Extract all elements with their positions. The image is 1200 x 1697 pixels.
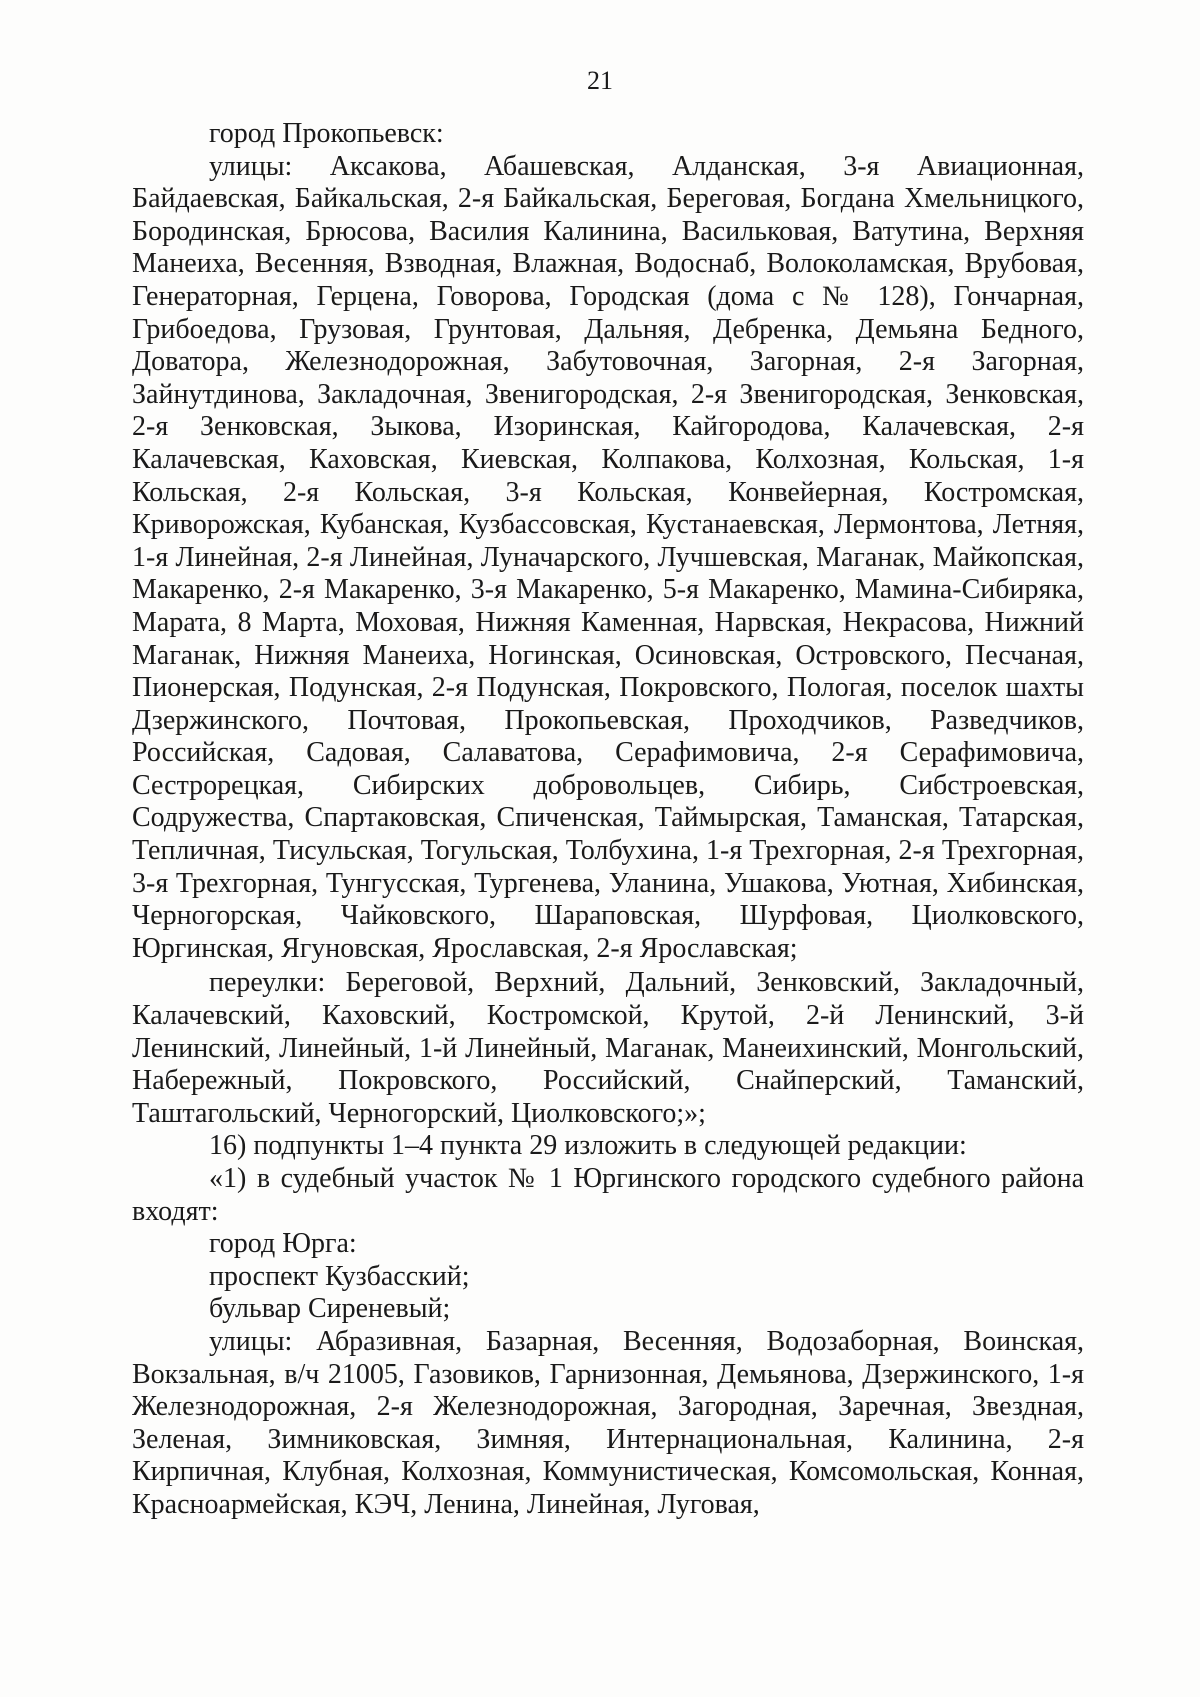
amendment-subitem-1: «1) в судебный участок № 1 Юргинского городского судебного района входят:: [132, 1163, 1084, 1227]
yurga-city-heading: город Юрга:: [209, 1228, 357, 1260]
amendment-item-16: 16) подпункты 1–4 пункта 29 изложить в следующей редакции:: [209, 1130, 967, 1162]
yurga-prospect: проспект Кузбасский;: [209, 1260, 470, 1292]
document-body: [132, 118, 1084, 1522]
prokopyevsk-lanes: переулки: Береговой, Верхний, Дальний, Зенковский, Закладочный, Калачевский, Каховский, Костромской, Крутой, 2-й Ленинский, 3-й Ленинский, Линейный, 1-й Линейный, Маганак, Манеихинский, Монгольский, Набережный, Покровского, Российский, Снайперский, Таманский, Таштагольский, Черногорский, Циолковского;»;: [132, 967, 1084, 1129]
prokopyevsk-streets: улицы: Аксакова, Абашевская, Алданская, 3-я Авиационная, Байдаевская, Байкальская, 2-я Байкальская, Береговая, Богдана Хмельницкого, Бородинская, Брюсова, Василия Калинина, Васильковая, Ватутина, Верхняя Манеиха, Весенняя, Взводная, Влажная, Водоснаб, Волоколамская, Врубовая, Генераторная, Герцена, Говорова, Городская (дома с № 128), Гончарная, Грибоедова, Грузовая, Грунтовая, Дальняя, Дебренка, Демьяна Бедного, Доватора, Железнодорожная, Забутовочная, Загорная, 2-я Загорная, Зайнутдинова, Закладочная, Звенигородская, 2-я Звенигородская, Зенковская, 2-я Зенковская, Зыкова, Изоринская, Кайгородова, Калачевская, 2-я Калачевская, Каховская, Киевская, Колпакова, Колхозная, Кольская, 1-я Кольская, 2-я Кольская, 3-я Кольская, Конвейерная, Костромская, Криворожская, Кубанская, Кузбассовская, Кустанаевская, Лермонтова, Летняя, 1-я Линейная, 2-я Линейная, Луначарского, Лучшевская, Маганак, Майкопская, Макаренко, 2-я Макаренко, 3-я Макаренко, 5-я Макаренко, Мамина-Сибиряка, Марата, 8 Марта, Моховая, Нижняя Каменная, Нарвская, Некрасова, Нижний Маганак, Нижняя Манеиха, Ногинская, Осиновская, Островского, Песчаная, Пионерская, Подунская, 2-я Подунская, Покровского, Пологая, поселок шахты Дзержинского, Почтовая, Прокопьевская, Проходчиков, Разведчиков, Российская, Садовая, Салаватова, Серафимовича, 2-я Серафимовича, Сестрорецкая, Сибирских добровольцев, Сибирь, Сибстроевская, Содружества, Спартаковская, Спиченская, Таймырская, Таманская, Татарская, Тепличная, Тисульская, Тогульская, Толбухина, 1-я Трехгорная, 2-я Трехгорная, 3-я Трехгорная, Тунгусская, Тургенева, Уланина, Ушакова, Уютная, Хибинская, Черногорская, Чайковского, Шараповская, Шурфовая, Циолковского, Юргинская, Ягуновская, Ярославская, 2-я Ярославская;: [132, 150, 1084, 964]
yurga-boulevard: бульвар Сиреневый;: [209, 1293, 451, 1325]
prokopyevsk-city-heading: город Прокопьевск:: [209, 118, 444, 149]
page-number: 21: [587, 66, 613, 95]
yurga-streets: улицы: Абразивная, Базарная, Весенняя, Водозаборная, Воинская, Вокзальная, в/ч 21005, Газовиков, Гарнизонная, Демьянова, Дзержинского, 1-я Железнодорожная, 2-я Железнодорожная, Загородная, Заречная, Звездная, Зеленая, Зимниковская, Зимняя, Интернациональная, Калинина, 2-я Кирпичная, Клубная, Колхозная, Коммунистическая, Комсомольская, Конная, Красноармейская, КЭЧ, Ленина, Линейная, Луговая,: [132, 1325, 1084, 1520]
